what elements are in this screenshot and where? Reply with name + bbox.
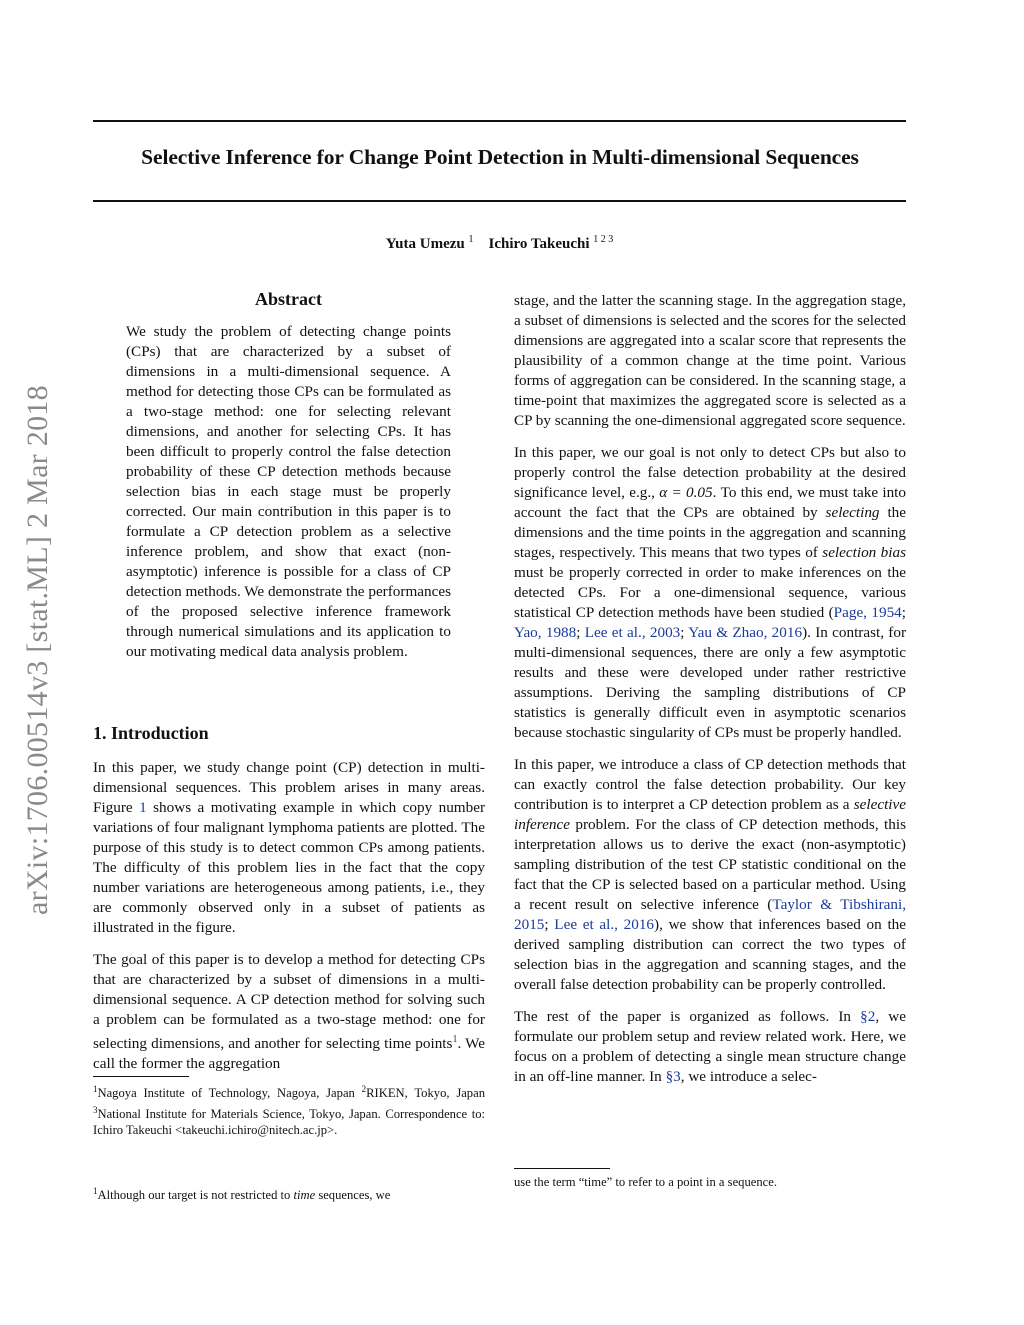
math-alpha: α = 0.05 (659, 484, 713, 501)
body-paragraph: The rest of the paper is organized as follows. In §2, we formulate our problem setup and review related work. Here, we focus on a problem of detecting a single mean structure change in an off-line manner. In §3, we introduce a selec- (514, 1008, 906, 1085)
citation-link[interactable]: Taylor & Tibshirani, 2015 (514, 896, 907, 933)
body-paragraph: stage, and the latter the scanning stage. In the aggregation stage, a subset of dimensions is selected and the scores for the selected dimensions are aggregated into a scalar score that represents the plausibility of a common change at the time point. Various forms of aggregation can be considered. In the scanning stage, a time-point that maximizes the aggregated score is selected as a CP by scanning the one-dimensional aggregated score sequence. (514, 292, 906, 429)
abstract-paragraph: We study the problem of detecting change points (CPs) that are characterized by a subset of dimensions in a multi-dimensional sequence. A method for detecting those CPs can be formulated as a two-stage method: one for selecting relevant dimensions, and another for selecting CPs. It has been difficult to properly control the false detection probability of these CP detection methods because selection bias in each stage must be properly corrected. Our main contribution in this paper is to formulate a CP detection problem as a selective inference problem, and show that exact (non-asymptotic) inference is possible for a class of CP detection methods. We demonstrate the performances of the proposed selective inference framework through numerical simulations and its application to our motivating medical data analysis problem. (126, 323, 451, 660)
author-affiliation-mark: 1 (468, 234, 474, 245)
author-name: Yuta Umezu (385, 236, 465, 252)
body-paragraph: The goal of this paper is to develop a method for detecting CPs that are characterized by a subset of dimensions in a multi-dimensional sequence. A CP detection method for solving such a problem can be formulated as a two-stage method: one for selecting dimensions, and another for selecting time points$^1$. We call the former the aggregation (93, 951, 485, 1073)
body-paragraph: In this paper, we our goal is not only to detect CPs but also to properly control the false detection probability at the desired significance level, e.g., α = 0.05. To this end, we must take into account the fact that the CPs are obtained by selecting the dimensions and the time points in the aggregation and scanning stages, respectively. This means that two types of selection bias must be properly corrected in order to make inferences on the detected CPs. For a one-dimensional sequence, various statistical CP detection methods have been studied (Page, 1954; Yao, 1988; Lee et al., 2003; Yau & Zhao, 2016). In contrast, for multi-dimensional sequences, there are only a few asymptotic results and these were developed under rather restrictive assumptions. Deriving the sampling distributions of CP statistics is generally difficult even in asymptotic scenarios because stochastic singularity of CPs must be properly handled. (514, 444, 907, 741)
abstract-text (126, 322, 451, 674)
title-rule-bottom (93, 200, 906, 202)
title-rule-top (93, 120, 906, 122)
citation-link[interactable]: Lee et al., 2016 (554, 916, 655, 933)
author-affiliation-mark: 1 2 3 (593, 234, 614, 245)
paper-title: Selective Inference for Change Point Detection in Multi-dimensional Sequences (141, 145, 859, 169)
author-name: Ichiro Takeuchi (488, 236, 590, 252)
footnote-continuation: use the term “time” to refer to a point in a sequence. (514, 1175, 777, 1189)
figure-reference-link[interactable]: 1 (139, 799, 147, 816)
section-reference-link[interactable]: §2 (860, 1008, 876, 1025)
right-column-body (514, 291, 906, 1099)
arxiv-identifier: arXiv:1706.00514v3 [stat.ML] 2 Mar 2018 (21, 385, 54, 915)
citation-link[interactable]: Yau & Zhao, 2016 (688, 624, 803, 641)
author-list (93, 234, 906, 253)
citation-link[interactable]: Yao, 1988 (514, 624, 577, 641)
footnote-rule (93, 1076, 189, 1077)
footnote-text: $^1$Although our target is not restricted to time sequences, we (93, 1186, 391, 1203)
section-heading-introduction: 1. Introduction (93, 723, 209, 743)
footnote-rule (514, 1168, 610, 1169)
citation-link[interactable]: Page, 1954 (833, 604, 902, 621)
abstract-heading: Abstract (255, 289, 322, 309)
body-paragraph: In this paper, we study change point (CP) detection in multi-dimensional sequences. This problem arises in many areas. Figure 1 shows a motivating example in which copy number variations of four malignant lymphoma patients are plotted. The purpose of this study is to detect common CPs among patients. The difficulty of this problem lies in the fact that the copy number variations are heterogeneous among patients, i.e., they are commonly observed only in a subset of patients as illustrated in the figure. (93, 759, 485, 936)
left-column-body (93, 758, 485, 1086)
citation-link[interactable]: Lee et al., 2003 (584, 624, 681, 641)
body-paragraph: In this paper, we introduce a class of CP detection methods that can exactly control the false detection probability. Our key contribution is to interpret a CP detection problem as a selective inference problem. For the class of CP detection methods, this interpretation allows us to derive the exact (non-asymptotic) sampling distribution of the test CP statistic conditional on the fact that the CP is selected based on a particular method. Using a recent result on selective inference (Taylor & Tibshirani, 2015; Lee et al., 2016), we show that inferences based on the derived sampling distribution can correct the two types of selection bias in the aggregation and scanning stages, and the overall false detection probability can be properly controlled. (514, 756, 907, 993)
footnote-link[interactable]: 1 (452, 1034, 458, 1045)
affiliation-footnote: $^1$Nagoya Institute of Technology, Nagoya, Japan $^2$RIKEN, Tokyo, Japan $^3$National Institute for Materials Science, Tokyo, Japan. Correspondence to: Ichiro Takeuchi <takeuchi.ichiro@nitech.ac.jp>. (93, 1084, 485, 1138)
section-reference-link[interactable]: §3 (665, 1068, 681, 1085)
